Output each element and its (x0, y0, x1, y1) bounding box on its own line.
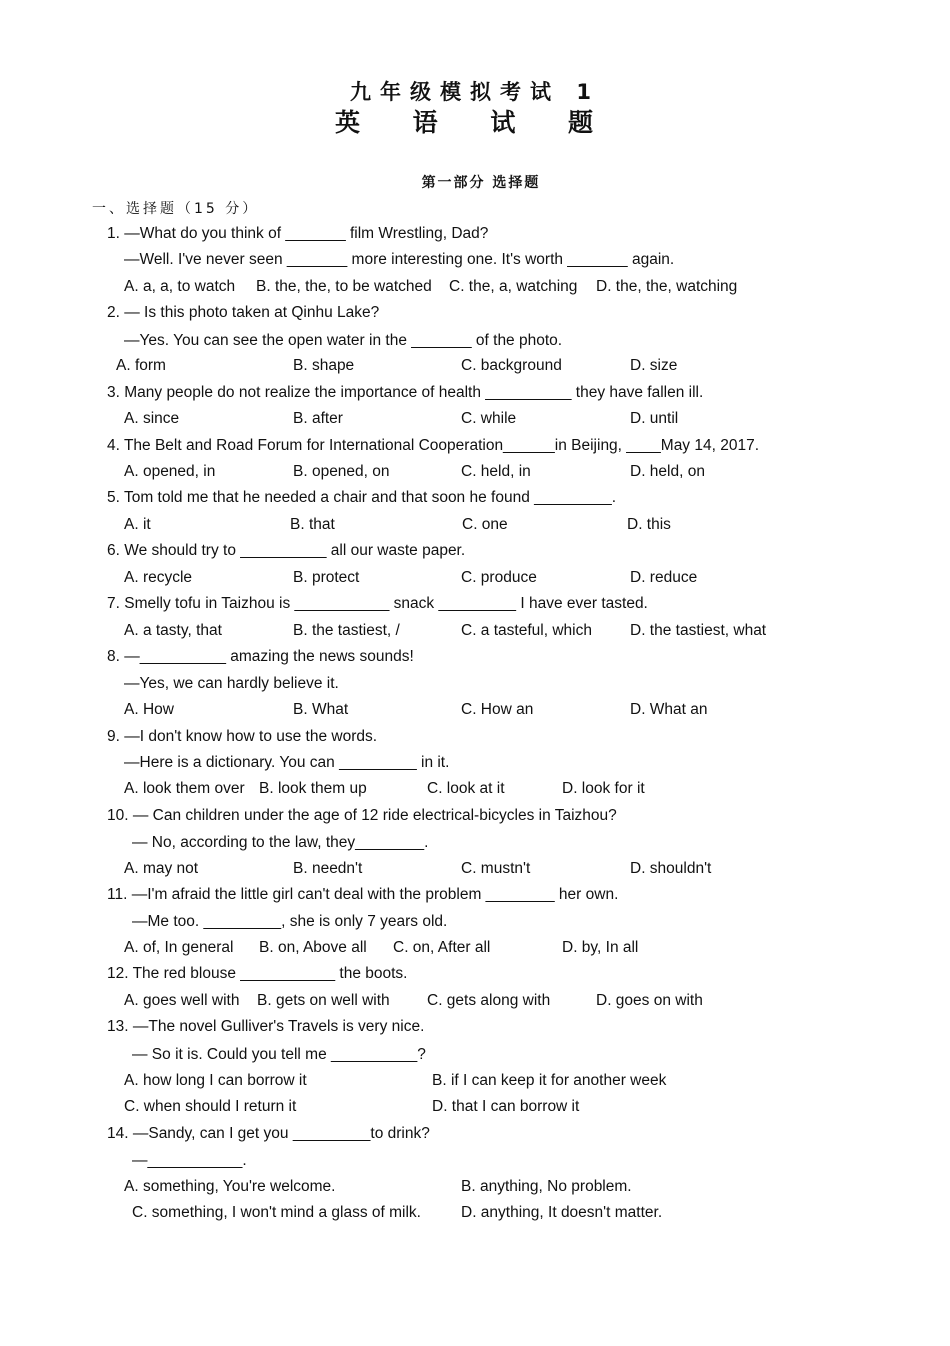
question-8-option-b: B. What (293, 701, 349, 718)
question-9-option-b: B. look them up (259, 780, 367, 797)
exam-subtitle: 英 语 试 题 (334, 108, 616, 137)
question-6-option-c: C. produce (461, 569, 537, 586)
question-5-option-c: C. one (462, 516, 508, 533)
part-heading: 第一部分 选择题 (421, 175, 541, 191)
question-8-option-c: C. How an (461, 701, 534, 718)
question-14-option-c: C. something, I won't mind a glass of milk. (132, 1204, 421, 1221)
question-10-stem: 10. — Can children under the age of 12 ride electrical-bicycles in Taizhou? (107, 807, 617, 824)
question-7-option-d: D. the tastiest, what (630, 622, 767, 639)
question-2-reply: —Yes. You can see the open water in the _______ of the photo. (124, 332, 563, 349)
question-6-stem: 6. We should try to __________ all our waste paper. (107, 542, 466, 559)
question-4-option-d: D. held, on (630, 463, 705, 480)
question-12-stem: 12. The red blouse ___________ the boots. (107, 965, 408, 982)
question-2-option-b: B. shape (293, 357, 355, 374)
question-1-option-b: B. the, the, to be watched (256, 278, 432, 295)
question-7-stem: 7. Smelly tofu in Taizhou is ___________ snack _________ I have ever tasted. (107, 595, 648, 612)
question-3-option-c: C. while (461, 410, 517, 427)
question-11-option-d: D. by, In all (562, 939, 639, 956)
question-4-option-a: A. opened, in (124, 463, 216, 480)
question-13-option-a: A. how long I can borrow it (124, 1072, 307, 1089)
question-12-option-d: D. goes on with (596, 992, 703, 1009)
question-3-option-d: D. until (630, 410, 679, 427)
question-10-reply: — No, according to the law, they________. (132, 834, 429, 851)
question-3-option-b: B. after (293, 410, 343, 427)
exam-title: 九年级模拟考试 1 (350, 80, 600, 104)
question-2-option-a: A. form (116, 357, 166, 374)
question-9-stem: 9. —I don't know how to use the words. (107, 728, 378, 745)
question-4-option-b: B. opened, on (293, 463, 390, 480)
question-10-option-d: D. shouldn't (630, 860, 712, 877)
question-1-stem: 1. —What do you think of _______ film Wrestling, Dad? (107, 225, 489, 242)
question-1-reply: —Well. I've never seen _______ more interesting one. It's worth _______ again. (124, 251, 675, 268)
question-8-reply: —Yes, we can hardly believe it. (124, 675, 339, 692)
question-14-option-b: B. anything, No problem. (461, 1178, 632, 1195)
question-6-option-a: A. recycle (124, 569, 193, 586)
question-13-stem: 13. —The novel Gulliver's Travels is very nice. (107, 1018, 425, 1035)
question-1-option-d: D. the, the, watching (596, 278, 738, 295)
question-2-option-c: C. background (461, 357, 562, 374)
question-5-option-a: A. it (124, 516, 151, 533)
question-13-option-d: D. that I can borrow it (432, 1098, 580, 1115)
question-9-option-a: A. look them over (124, 780, 245, 797)
question-1-option-c: C. the, a, watching (449, 278, 578, 295)
question-2-stem: 2. — Is this photo taken at Qinhu Lake? (107, 304, 380, 321)
question-7-option-c: C. a tasteful, which (461, 622, 592, 639)
question-7-option-a: A. a tasty, that (124, 622, 222, 639)
question-11-option-c: C. on, After all (393, 939, 491, 956)
question-4-option-c: C. held, in (461, 463, 531, 480)
question-9-option-c: C. look at it (427, 780, 505, 797)
question-1-option-a: A. a, a, to watch (124, 278, 236, 295)
question-11-reply: —Me too. _________, she is only 7 years old. (132, 913, 448, 930)
question-13-option-c: C. when should I return it (124, 1098, 297, 1115)
question-5-option-d: D. this (627, 516, 671, 533)
section-heading: 一、选择题（15 分） (92, 201, 260, 217)
question-8-stem: 8. —__________ amazing the news sounds! (107, 648, 414, 665)
question-12-option-c: C. gets along with (427, 992, 551, 1009)
question-9-option-d: D. look for it (562, 780, 645, 797)
question-3-option-a: A. since (124, 410, 180, 427)
question-13-reply: — So it is. Could you tell me __________? (132, 1046, 426, 1063)
question-5-stem: 5. Tom told me that he needed a chair and that soon he found _________. (107, 489, 617, 506)
question-12-option-a: A. goes well with (124, 992, 240, 1009)
question-14-option-d: D. anything, It doesn't matter. (461, 1204, 663, 1221)
question-9-reply: —Here is a dictionary. You can _________ in it. (124, 754, 450, 771)
question-7-option-b: B. the tastiest, / (293, 622, 400, 639)
question-14-reply: —___________. (132, 1152, 247, 1169)
question-11-option-b: B. on, Above all (259, 939, 367, 956)
question-8-option-a: A. How (124, 701, 174, 718)
question-11-option-a: A. of, In general (124, 939, 234, 956)
question-8-option-d: D. What an (630, 701, 708, 718)
question-10-option-b: B. needn't (293, 860, 363, 877)
question-5-option-b: B. that (290, 516, 335, 533)
question-2-option-d: D. size (630, 357, 678, 374)
question-13-option-b: B. if I can keep it for another week (432, 1072, 667, 1089)
question-11-stem: 11. —I'm afraid the little girl can't deal with the problem ________ her own. (107, 886, 619, 903)
question-12-option-b: B. gets on well with (257, 992, 390, 1009)
question-10-option-c: C. mustn't (461, 860, 531, 877)
question-3-stem: 3. Many people do not realize the importance of health __________ they have fallen ill. (107, 384, 704, 401)
question-6-option-b: B. protect (293, 569, 360, 586)
question-4-stem: 4. The Belt and Road Forum for International Cooperation______in Beijing, ____May 14, 2017. (107, 437, 760, 454)
question-10-option-a: A. may not (124, 860, 199, 877)
question-6-option-d: D. reduce (630, 569, 698, 586)
question-14-option-a: A. something, You're welcome. (124, 1178, 336, 1195)
question-14-stem: 14. —Sandy, can I get you _________to drink? (107, 1125, 430, 1142)
